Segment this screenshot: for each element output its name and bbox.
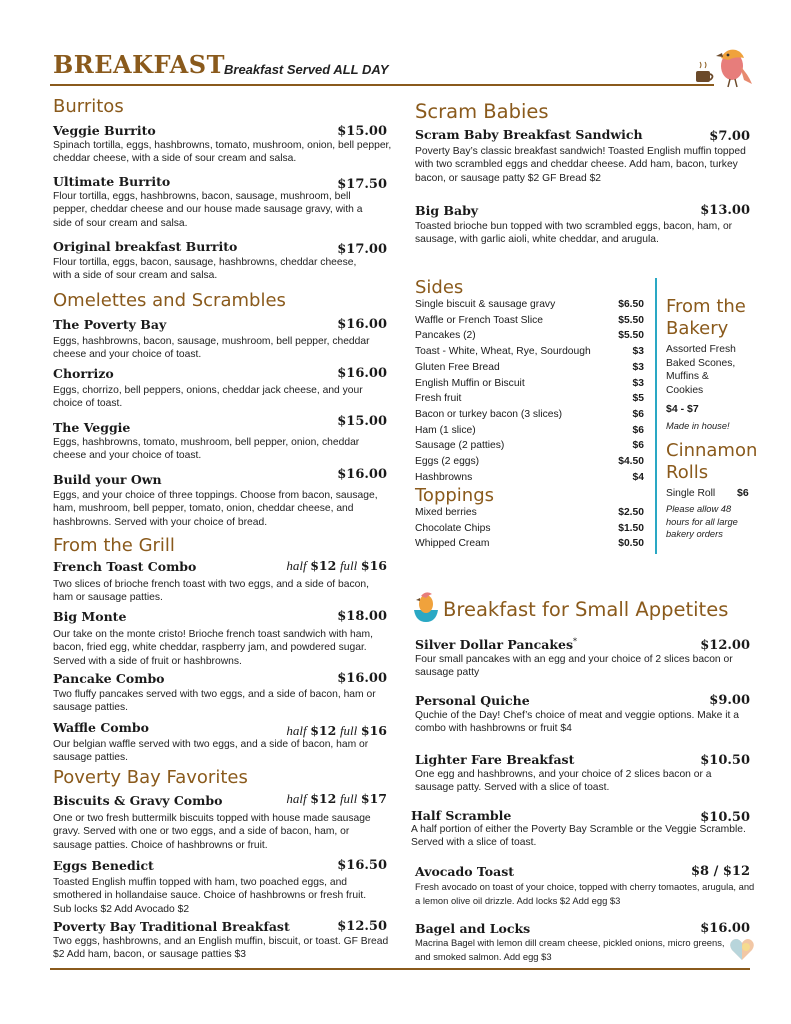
- side-item-name: Toast - White, Wheat, Rye, Sourdough: [415, 346, 591, 358]
- bakery-desc-line: Baked Scones,: [666, 357, 736, 369]
- topping-item-name: Mixed berries: [415, 507, 477, 518]
- side-item-name: Bacon or turkey bacon (3 slices): [415, 408, 563, 420]
- topping-item-row: [415, 538, 644, 553]
- column-divider: [655, 278, 657, 554]
- item-price-bagel-locks: $16.00: [700, 921, 750, 936]
- bakery-title-line-2: Bakery: [666, 318, 729, 339]
- item-price-big-baby: $13.00: [700, 203, 750, 218]
- item-desc-waffle-combo: Our belgian waffle served with two eggs, and a side of bacon, ham or sausage patties.: [53, 739, 369, 764]
- item-price-the-veggie: $15.00: [337, 414, 387, 429]
- side-item-row: [415, 440, 644, 455]
- side-item-row: [415, 425, 644, 440]
- side-item-price: $6: [632, 424, 644, 436]
- item-price-build-your-own: $16.00: [337, 467, 387, 482]
- section-title-burritos: Burritos: [53, 96, 124, 117]
- side-item-row: [415, 409, 644, 424]
- section-title-grill: From the Grill: [53, 535, 175, 556]
- item-name-pancake-combo: Pancake Combo: [53, 671, 165, 686]
- bakery-price: $4 - $7: [666, 403, 699, 415]
- full-price: $16: [360, 558, 387, 573]
- heart-icon: [729, 938, 755, 962]
- bird-icon: [412, 590, 440, 624]
- side-item-price: $6: [632, 408, 644, 420]
- item-name-half-scramble: Half Scramble: [411, 808, 512, 823]
- item-name-bagel-locks: Bagel and Locks: [415, 921, 531, 936]
- item-price-pancake-combo: $16.00: [337, 671, 387, 686]
- cinnamon-title-line-1: Cinnamon: [666, 440, 758, 461]
- cinnamon-item-price: $6: [737, 487, 749, 499]
- item-desc-the-veggie: Eggs, hashbrowns, tomato, mushroom, bell pepper, onion, cheddar cheese and your choice of toast.: [53, 437, 360, 462]
- half-label: half: [286, 558, 307, 573]
- cinnamon-note-line: bakery orders: [666, 529, 723, 539]
- item-price-personal-quiche: $9.00: [709, 693, 750, 708]
- topping-item-row: [415, 507, 644, 522]
- item-price-veggie-burrito: $15.00: [337, 124, 387, 139]
- section-title-small-appetites: Breakfast for Small Appetites: [443, 598, 729, 621]
- bakery-desc-line: Cookies: [666, 384, 704, 396]
- item-desc-poverty-bay: Eggs, hashbrowns, bacon, sausage, mushroom, bell pepper, cheddar cheese and your choice of toast.: [53, 336, 370, 361]
- item-name-the-veggie: The Veggie: [53, 420, 131, 435]
- item-name-veggie-burrito: Veggie Burrito: [53, 123, 156, 138]
- full-price: $16: [360, 723, 387, 738]
- side-item-name: Sausage (2 patties): [415, 440, 505, 452]
- section-title-scram-babies: Scram Babies: [415, 100, 549, 123]
- section-title-bakery: [666, 296, 746, 340]
- item-desc-veggie-burrito: Spinach tortilla, eggs, hashbrowns, tomato, mushroom, onion, bell pepper, cheddar cheese, with a side of sour cream and salsa.: [53, 140, 392, 165]
- side-item-name: Waffle or French Toast Slice: [415, 314, 544, 326]
- header-divider: [50, 84, 714, 86]
- item-price-waffle-combo: [260, 723, 387, 739]
- item-desc-eggs-benedict: Toasted English muffin topped with ham, two poached eggs, and smothered in hollandaise sauce. Choice of hashbrowns or fresh fruit. Sub locks $2 Add Avocado $2: [53, 877, 367, 915]
- item-name-eggs-benedict: Eggs Benedict: [53, 858, 154, 873]
- item-name-french-toast-combo: French Toast Combo: [53, 559, 197, 574]
- item-desc-ultimate-burrito: Flour tortilla, eggs, hashbrowns, bacon, sausage, mushroom, bell pepper, cheddar cheese and our house made sausage gravy, with a side of sour cream and salsa.: [53, 191, 363, 229]
- side-item-name: Hashbrowns: [415, 471, 473, 483]
- item-desc-pancake-combo: Two fluffy pancakes served with two eggs, and a side of bacon, ham or sausage patties.: [53, 689, 376, 714]
- item-desc-french-toast-combo: Two slices of brioche french toast with two eggs, and a side of bacon, ham or sausage patties.: [53, 579, 369, 604]
- item-price-biscuits-gravy: [260, 791, 387, 807]
- side-item-price: $3: [632, 377, 644, 389]
- item-price-chorrizo: $16.00: [337, 366, 387, 381]
- bird-coffee-icon: [692, 44, 754, 88]
- silver-dollar-name-text: Silver Dollar Pancakes: [415, 637, 574, 653]
- side-item-price: $6.50: [618, 299, 644, 310]
- item-name-silver-dollar-pancakes: [415, 637, 577, 652]
- side-item-name: English Muffin or Biscuit: [415, 377, 525, 389]
- side-item-price: $3: [632, 346, 644, 358]
- side-item-price: $3: [632, 361, 644, 373]
- side-item-name: Eggs (2 eggs): [415, 456, 480, 467]
- item-desc-chorrizo: Eggs, chorrizo, bell peppers, onions, cheddar jack cheese, and your choice of toast.: [53, 385, 363, 410]
- item-price-ultimate-burrito: $17.50: [337, 177, 387, 192]
- item-price-poverty-bay: $16.00: [337, 317, 387, 332]
- item-name-build-your-own: Build your Own: [53, 472, 162, 487]
- item-name-traditional-breakfast: Poverty Bay Traditional Breakfast: [53, 919, 290, 934]
- side-item-row: [415, 456, 644, 471]
- topping-item-row: [415, 523, 644, 538]
- section-title-favorites: Poverty Bay Favorites: [53, 767, 248, 788]
- asterisk-mark: *: [573, 637, 578, 646]
- item-desc-half-scramble: A half portion of either the Poverty Bay Scramble or the Veggie Scramble. Served with a slice of toast.: [411, 824, 746, 849]
- bakery-note: Made in house!: [666, 421, 730, 431]
- item-name-biscuits-gravy: Biscuits & Gravy Combo: [53, 793, 223, 808]
- section-title-omelettes: Omelettes and Scrambles: [53, 290, 286, 311]
- half-price: $12: [310, 558, 337, 573]
- side-item-price: $5.50: [618, 330, 644, 342]
- item-name-chorrizo: Chorrizo: [53, 366, 114, 381]
- side-item-row: [415, 362, 644, 377]
- cinnamon-title-line-2: Rolls: [666, 462, 709, 483]
- page-title: BREAKFAST: [53, 50, 225, 79]
- side-item-name: Single biscuit & sausage gravy: [415, 299, 556, 310]
- section-title-sides: Sides: [415, 277, 464, 298]
- item-name-poverty-bay: The Poverty Bay: [53, 317, 167, 332]
- side-item-price: $5: [632, 393, 644, 405]
- side-item-name: Gluten Free Bread: [415, 361, 500, 373]
- item-name-big-baby: Big Baby: [415, 203, 479, 218]
- item-desc-original-burrito: Flour tortilla, eggs, bacon, sausage, hashbrowns, cheddar cheese, with a side of sour cream and salsa.: [53, 257, 357, 282]
- half-label: half: [286, 723, 307, 738]
- item-price-lighter-fare: $10.50: [700, 753, 750, 768]
- item-desc-silver-dollar-pancakes: Four small pancakes with an egg and your choice of 2 slices bacon or sausage patty: [415, 654, 733, 679]
- side-item-row: [415, 330, 644, 345]
- item-name-waffle-combo: Waffle Combo: [53, 720, 149, 735]
- item-price-french-toast-combo: [260, 558, 387, 574]
- item-desc-big-baby: Toasted brioche bun topped with two scrambled eggs, bacon, ham, or sausage, with garlic aioli, white cheddar, and arugula.: [415, 221, 733, 246]
- bakery-desc-line: Assorted Fresh: [666, 344, 736, 355]
- cinnamon-note-line: Please allow 48: [666, 504, 732, 514]
- full-label: full: [339, 723, 358, 738]
- item-name-lighter-fare: Lighter Fare Breakfast: [415, 752, 575, 767]
- item-price-scram-baby-sandwich: $7.00: [709, 129, 750, 144]
- item-price-eggs-benedict: $16.50: [337, 858, 387, 873]
- item-name-big-monte: Big Monte: [53, 609, 127, 624]
- side-item-price: $4.50: [618, 456, 644, 467]
- half-price: $12: [310, 723, 337, 738]
- cinnamon-note-line: hours for all large: [666, 516, 738, 527]
- item-price-avocado-toast: $8 / $12: [690, 864, 750, 879]
- page-subtitle: Breakfast Served ALL DAY: [224, 62, 389, 77]
- side-item-row: [415, 315, 644, 330]
- item-name-scram-baby-sandwich: Scram Baby Breakfast Sandwich: [415, 127, 643, 142]
- item-desc-scram-baby-sandwich: Poverty Bay’s classic breakfast sandwich! Toasted English muffin topped with two scrambled eggs and cheddar cheese. Add ham, bacon, turkey bacon, or sausage patty $2 GF Bread $2: [415, 146, 746, 184]
- side-item-row: [415, 299, 644, 314]
- section-title-toppings: Toppings: [415, 485, 495, 506]
- item-desc-traditional-breakfast: Two eggs, hashbrowns, and an English muffin, biscuit, or toast. GF Bread $2 Add ham, bacon, or sausage patties $3: [53, 936, 389, 961]
- side-item-name: Fresh fruit: [415, 393, 462, 405]
- section-title-cinnamon-rolls: [666, 440, 757, 484]
- side-item-row: [415, 393, 644, 408]
- topping-item-price: $1.50: [618, 522, 644, 534]
- side-item-row: [415, 378, 644, 393]
- item-price-traditional-breakfast: $12.50: [337, 919, 387, 934]
- side-item-name: Ham (1 slice): [415, 424, 476, 436]
- full-label: full: [339, 791, 358, 806]
- topping-item-price: $2.50: [618, 507, 644, 518]
- item-desc-lighter-fare: One egg and hashbrowns, and your choice of 2 slices bacon or a sausage patty. Served with a slice of toast.: [415, 769, 712, 794]
- item-name-avocado-toast: Avocado Toast: [415, 864, 515, 879]
- side-item-row: [415, 346, 644, 361]
- item-price-half-scramble: $10.50: [700, 810, 750, 825]
- cinnamon-note: [666, 503, 738, 541]
- half-price: $12: [310, 791, 337, 806]
- item-desc-biscuits-gravy: One or two fresh buttermilk biscuits topped with house made sausage gravy. Served with one or two eggs, and a side of bacon, ham, or sausage patties. Choice of hashbrowns or fruit.: [53, 813, 371, 851]
- side-item-name: Pancakes (2): [415, 330, 476, 342]
- item-name-original-burrito: Original breakfast Burrito: [53, 239, 238, 254]
- bakery-desc-line: Muffins &: [666, 371, 709, 382]
- full-price: $17: [360, 791, 387, 806]
- item-price-big-monte: $18.00: [337, 609, 387, 624]
- item-price-silver-dollar-pancakes: $12.00: [700, 638, 750, 653]
- item-desc-build-your-own: Eggs, and your choice of three toppings. Choose from bacon, sausage, ham, mushroom, bell pepper, tomato, onion, cheddar cheese, and hashbrowns. Served with your choice of bread.: [53, 490, 378, 528]
- bakery-title-line-1: From the: [666, 296, 746, 317]
- item-desc-avocado-toast: Fresh avocado on toast of your choice, topped with cherry tomaotes, arugula, and a lemon olive oil drizzle. Add locks $2 Add egg $3: [415, 881, 755, 906]
- item-name-personal-quiche: Personal Quiche: [415, 693, 530, 708]
- topping-item-price: $0.50: [618, 538, 644, 550]
- item-desc-bagel-locks: Macrina Bagel with lemon dill cream cheese, pickled onions, micro greens, and smoked salmon. Add egg $3: [415, 937, 725, 962]
- footer-divider: [50, 968, 750, 970]
- item-price-original-burrito: $17.00: [337, 242, 387, 257]
- side-item-price: $5.50: [618, 314, 644, 326]
- topping-item-name: Whipped Cream: [415, 538, 490, 550]
- item-desc-personal-quiche: Quchie of the Day! Chef’s choice of meat and veggie options. Make it a combo with hashbrowns or fruit $4: [415, 710, 739, 735]
- side-item-price: $6: [632, 440, 644, 452]
- full-label: full: [339, 558, 358, 573]
- topping-item-name: Chocolate Chips: [415, 522, 491, 534]
- item-name-ultimate-burrito: Ultimate Burrito: [53, 174, 171, 189]
- half-label: half: [286, 791, 307, 806]
- item-desc-big-monte: Our take on the monte cristo! Brioche french toast sandwich with ham, bacon, fried egg, white cheddar, raspberry jam, and powdered sugar. Served with a side of fruit or hashbrowns.: [53, 629, 373, 667]
- cinnamon-item-name: Single Roll: [666, 488, 716, 499]
- bakery-desc: [666, 343, 736, 397]
- side-item-price: $4: [632, 471, 644, 483]
